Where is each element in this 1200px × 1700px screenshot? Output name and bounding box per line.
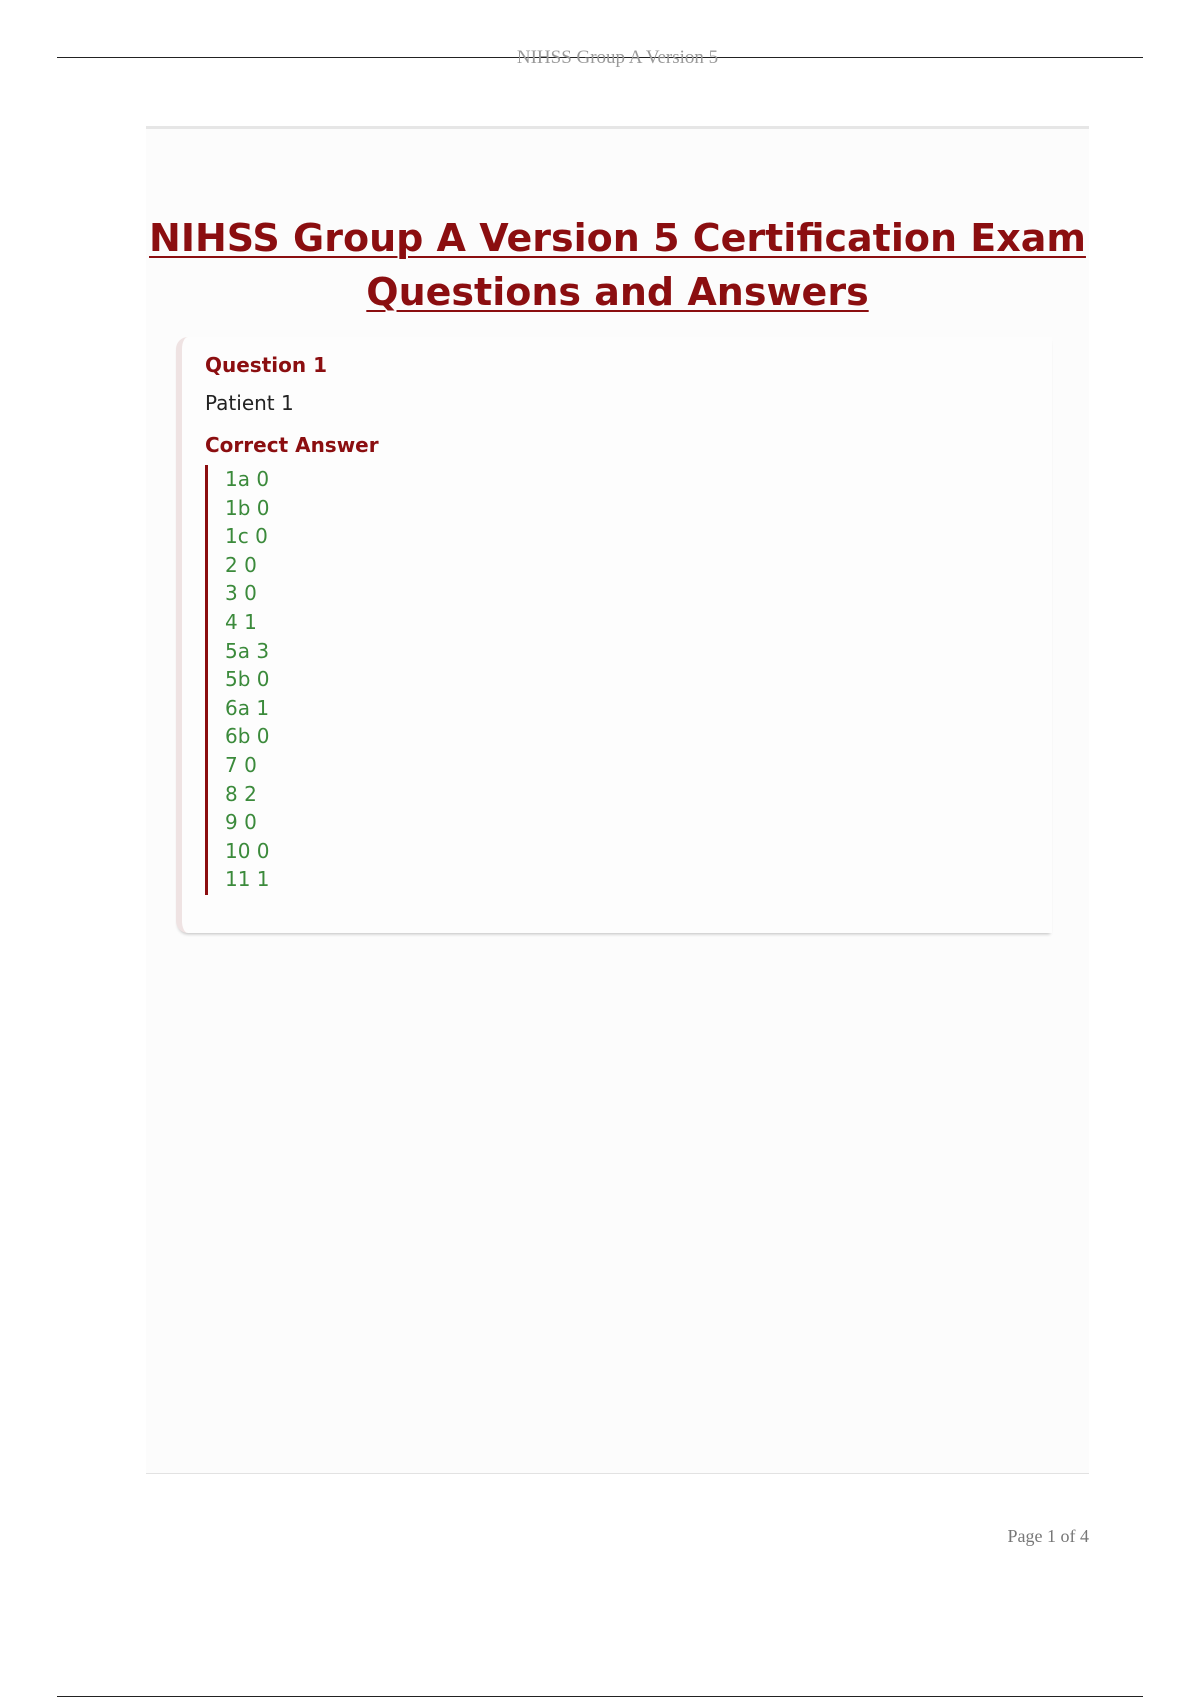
answer-item: 5a 3	[225, 638, 270, 663]
answer-item: 11 1	[225, 867, 270, 892]
page-number: Page 1 of 4	[1007, 1526, 1089, 1546]
answer-item: 1c 0	[225, 524, 268, 549]
answer-item: 9 0	[225, 810, 257, 835]
document-title: NIHSS Group A Version 5 Certification Exam Questions and Answers	[149, 216, 1086, 314]
running-head: NIHSS Group A Version 5	[516, 47, 719, 68]
question-label: Question 1	[205, 353, 327, 377]
answer-item: 8 2	[225, 781, 257, 806]
answer-item: 4 1	[225, 609, 257, 634]
question-text: Patient 1	[205, 391, 294, 415]
answer-item: 7 0	[225, 752, 257, 777]
answer-item: 10 0	[225, 838, 270, 863]
answer-item: 6b 0	[225, 724, 270, 749]
footer-rule	[57, 1696, 1143, 1697]
answer-item: 3 0	[225, 581, 257, 606]
answer-item: 2 0	[225, 552, 257, 577]
document-page	[146, 126, 1089, 1474]
question-card	[176, 337, 1052, 933]
answer-item: 1b 0	[225, 495, 270, 520]
correct-answer-label: Correct Answer	[205, 433, 379, 457]
answer-item: 5b 0	[225, 667, 270, 692]
answer-item: 1a 0	[225, 467, 270, 491]
answer-item: 6a 1	[225, 695, 270, 720]
answer-list	[205, 465, 505, 895]
